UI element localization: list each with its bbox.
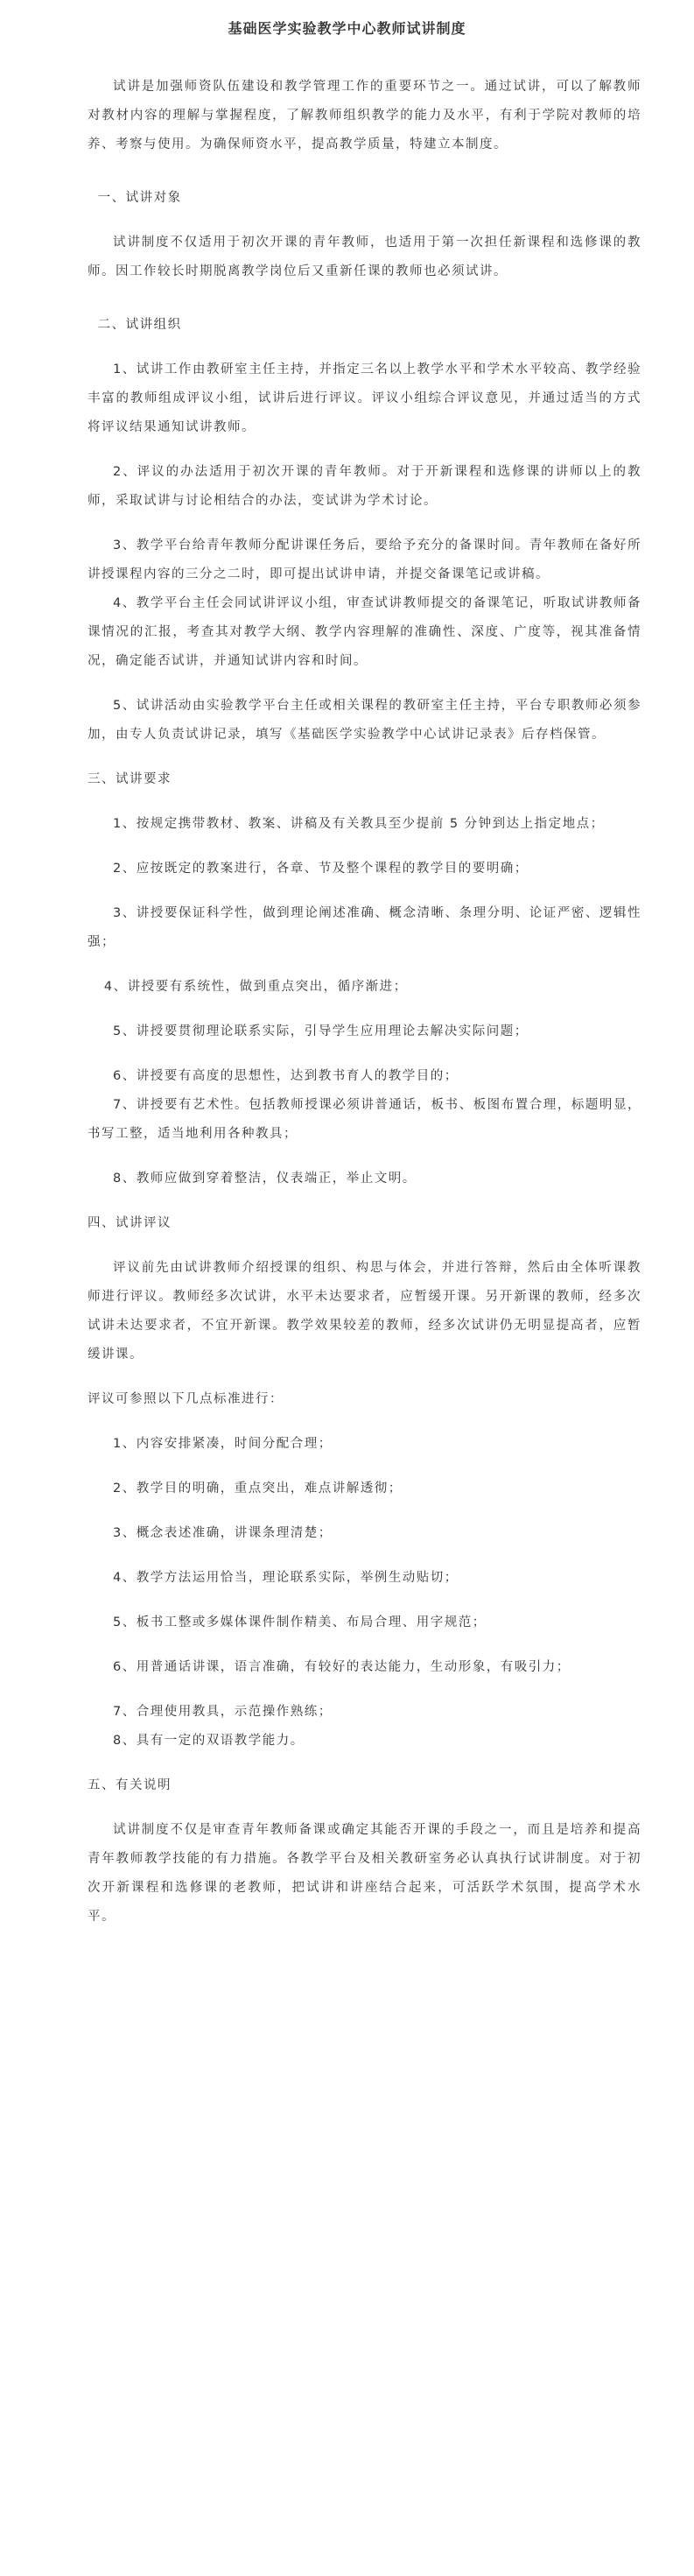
section-2-item-5: 5、试讲活动由实验教学平台主任或相关课程的教研室主任主持，平台专职教师必须参加，由专人负责试讲记录，填写《基础医学实验教学中心试讲记录表》后存档保管。 bbox=[88, 699, 641, 742]
section-4-criterion-3: 3、概念表述准确，讲课条理清楚； bbox=[113, 1526, 333, 1540]
section-2-item-2: 2、评议的办法适用于初次开课的青年教师。对于开新课程和选修课的讲师以上的教师，采取试讲与讨论相结合的办法，变试讲为学术讨论。 bbox=[88, 465, 641, 508]
section-4-criterion-5: 5、板书工整或多媒体课件制作精美、布局合理、用字规范； bbox=[113, 1615, 487, 1629]
section-4-criterion-7: 7、合理使用教具，示范操作熟练； bbox=[113, 1705, 333, 1719]
section-4-heading: 四、试讲评议 bbox=[88, 1216, 172, 1230]
section-3-item-1: 1、按规定携带教材、教案、讲稿及有关教具至少提前 5 分钟到达上指定地点； bbox=[113, 817, 605, 831]
section-3-item-4: 4、讲授要有系统性，做到重点突出，循序渐进； bbox=[103, 980, 408, 994]
section-3-item-8: 8、教师应做到穿着整洁，仪表端正，举止文明。 bbox=[113, 1172, 417, 1186]
section-3-item-6: 6、讲授要有高度的思想性，达到教书育人的教学目的； bbox=[113, 1069, 459, 1083]
section-2-item-3: 3、教学平台给青年教师分配讲课任务后，要给予充分的备课时间。青年教师在备好所讲授课程内容的三分之二时，即可提出试讲申请，并提交备课笔记或讲稿。 bbox=[88, 538, 641, 581]
section-3-item-7: 7、讲授要有艺术性。包括教师授课必须讲普通话，板书、板图布置合理，标题明显，书写工整，适当地利用各种教具； bbox=[88, 1098, 641, 1141]
section-3-item-5: 5、讲授要贯彻理论联系实际，引导学生应用理论去解决实际问题； bbox=[113, 1024, 529, 1038]
section-4-body: 评议前先由试讲教师介绍授课的组织、构思与体会，并进行答辩，然后由全体听课教师进行评议。教师经多次试讲，水平未达要求者，应暂缓开课。另开新课的教师，经多次试讲未达要求者，不宜开新课。教学效果较差的教师，经多次试讲仍无明显提高者，应暂缓讲课。 bbox=[88, 1261, 641, 1362]
section-1-body: 试讲制度不仅适用于初次开课的青年教师，也适用于第一次担任新课程和选修课的教师。因工作较长时期脱离教学岗位后又重新任课的教师也必须试讲。 bbox=[88, 236, 641, 278]
intro-paragraph: 试讲是加强师资队伍建设和教学管理工作的重要环节之一。通过试讲，可以了解教师对教材内容的理解与掌握程度，了解教师组织教学的能力及水平，有利于学院对教师的培养、考察与使用。为确保师资水平，提高教学质量，特建立本制度。 bbox=[88, 80, 641, 151]
section-2-heading: 二、试讲组织 bbox=[97, 318, 182, 332]
section-4-criterion-1: 1、内容安排紧凑，时间分配合理； bbox=[113, 1437, 333, 1451]
section-3-item-3: 3、讲授要保证科学性，做到理论阐述准确、概念清晰、条理分明、论证严密、逻辑性强； bbox=[88, 906, 641, 949]
section-4-criterion-4: 4、教学方法运用恰当，理论联系实际，举例生动贴切； bbox=[113, 1571, 459, 1585]
section-2-item-1: 1、试讲工作由教研室主任主持，并指定三名以上教学水平和学术水平较高、教学经验丰富的教师组成评议小组，试讲后进行评议。评议小组综合评议意见，并通过适当的方式将评议结果通知试讲教师。 bbox=[88, 362, 641, 434]
section-2-item-4: 4、教学平台主任会同试讲评议小组，审查试讲教师提交的备课笔记，听取试讲教师备课情况的汇报，考查其对教学大纲、教学内容理解的准确性、深度、广度等，视其准备情况，确定能否试讲，并通知试讲内容和时间。 bbox=[88, 596, 641, 668]
section-5-heading: 五、有关说明 bbox=[88, 1778, 172, 1792]
section-5-body: 试讲制度不仅是审查青年教师备课或确定其能否开课的手段之一，而且是培养和提高青年教师教学技能的有力措施。各教学平台及相关教研室务必认真执行试讲制度。对于初次开新课程和选修课的老教师，把试讲和讲座结合起来，可活跃学术氛围，提高学术水平。 bbox=[88, 1823, 641, 1924]
section-4-criteria-intro: 评议可参照以下几点标准进行： bbox=[88, 1392, 284, 1406]
section-4-criterion-8: 8、具有一定的双语教学能力。 bbox=[113, 1734, 305, 1748]
section-1-heading: 一、试讲对象 bbox=[97, 191, 182, 205]
section-4-criterion-6: 6、用普通话讲课，语言准确，有较好的表达能力，生动形象，有吸引力； bbox=[113, 1660, 571, 1674]
section-4-criterion-2: 2、教学目的明确，重点突出，难点讲解透彻； bbox=[113, 1482, 403, 1496]
document-title: 基础医学实验教学中心教师试讲制度 bbox=[228, 20, 466, 37]
section-3-heading: 三、试讲要求 bbox=[88, 772, 172, 786]
section-3-item-2: 2、应按既定的教案进行，各章、节及整个课程的教学目的要明确； bbox=[113, 862, 529, 876]
